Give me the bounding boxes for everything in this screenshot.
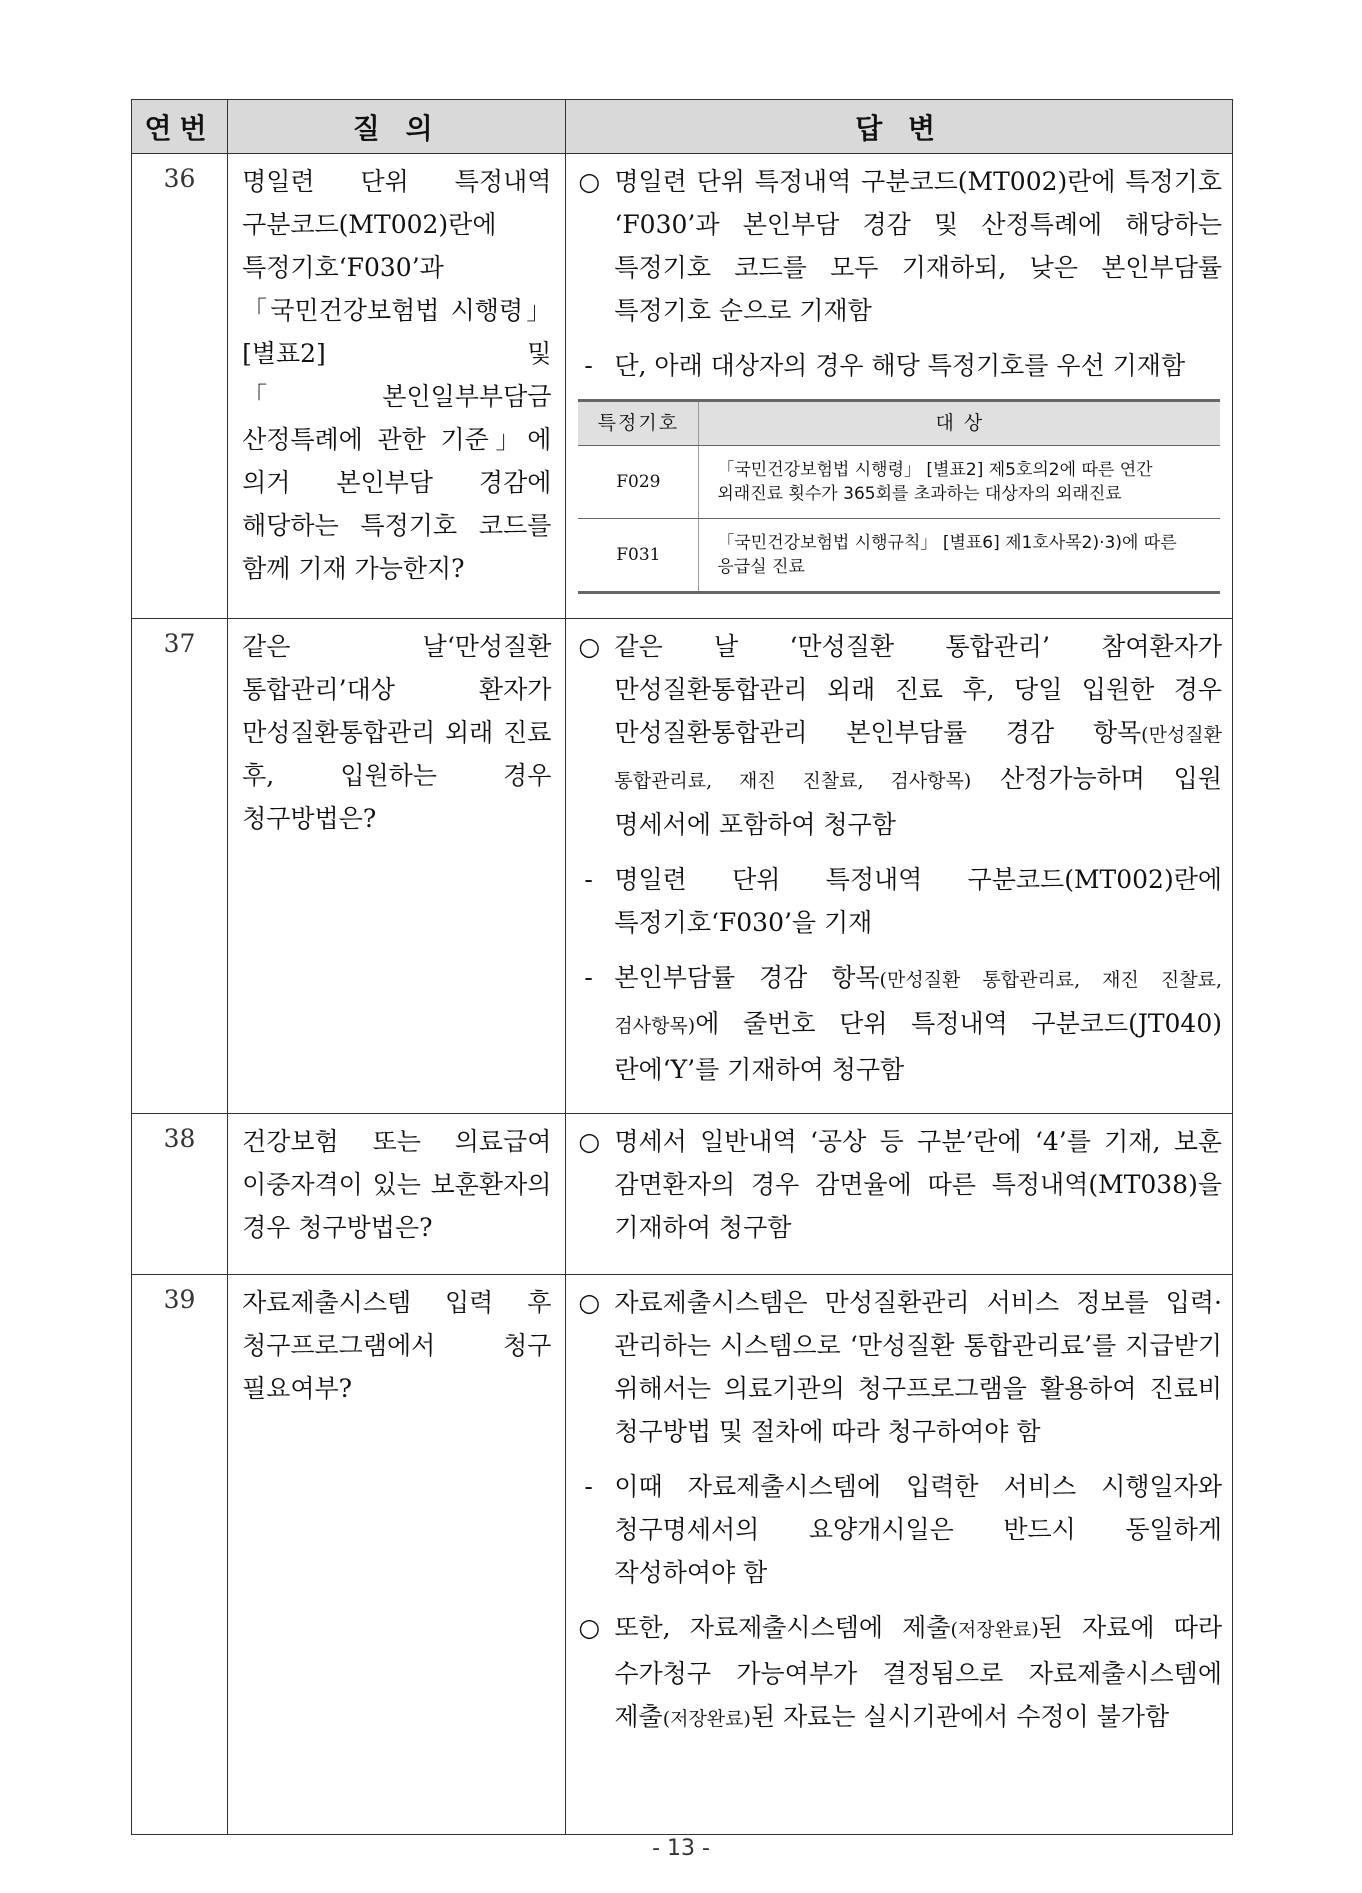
answer-cell — [566, 619, 1233, 1114]
table-row — [132, 1114, 1233, 1275]
answer-text — [614, 625, 1222, 846]
answer-text: 단, 아래 대상자의 경우 해당 특정기호를 우선 기재함 — [614, 351, 1186, 380]
answer-bullet — [578, 1120, 1222, 1249]
answer-dash-item — [578, 858, 1222, 944]
code-header: 특정기호 — [578, 401, 699, 446]
header-question: 질 의 — [228, 100, 566, 154]
dash-marker: - — [584, 865, 593, 894]
code-table-header — [578, 401, 1220, 446]
circle-marker: ○ — [578, 632, 601, 661]
answer-dash-item — [578, 956, 1222, 1091]
row-number: 36 — [132, 154, 228, 619]
target-header: 대 상 — [699, 401, 1221, 446]
table-row — [132, 154, 1233, 619]
special-code: F029 — [578, 446, 699, 519]
answer-bullet — [578, 1281, 1222, 1453]
answer-bullet — [578, 625, 1222, 846]
table-header-row — [132, 100, 1233, 154]
dash-marker: - — [584, 1472, 593, 1501]
answer-text: 명일련 단위 특정내역 구분코드(MT002)란에 특정기호 ‘F030’과 본인부담 경감 및 산정특례에 해당하는 특정기호 코드를 모두 기재하되, 낮은 본인부담률 특정기호 순으로 기재함 — [614, 167, 1222, 325]
answer-text-part: 된 자료는 실시기관에서 수정이 불가함 — [750, 1702, 1170, 1731]
question-text: 건강보험 또는 의료급여 이중자격이 있는 보훈환자의 경우 청구방법은? — [228, 1114, 566, 1275]
answer-text-part: 또한, 자료제출시스템에 제출 — [614, 1613, 951, 1642]
dash-marker: - — [584, 963, 593, 992]
answer-bullet — [578, 160, 1222, 332]
circle-marker: ○ — [578, 167, 601, 196]
answer-text: 자료제출시스템은 만성질환관리 서비스 정보를 입력·관리하는 시스템으로 ‘만성질환 통합관리료’를 지급받기 위해서는 의료기관의 청구프로그램을 활용하여 진료비 청구방법 및 절차에 따라 청구하여야 함 — [614, 1288, 1222, 1446]
answer-text-part: 산정가능하며 입원 명세서에 포함하여 청구함 — [614, 764, 1222, 839]
answer-small-text: (만성질환 통합관리료, 재진 진찰료, 검사항목) — [614, 724, 1222, 792]
circle-marker: ○ — [578, 1127, 601, 1156]
answer-small-text: (저장완료) — [950, 1619, 1039, 1641]
special-code-table — [578, 399, 1220, 594]
code-table-row — [578, 446, 1220, 519]
question-text: 자료제출시스템 입력 후 청구프로그램에서 청구 필요여부? — [228, 1275, 566, 1835]
circle-marker: ○ — [578, 1613, 601, 1642]
table-row — [132, 1275, 1233, 1835]
row-number: 38 — [132, 1114, 228, 1275]
special-code-target: 「국민건강보험법 시행령」 [별표2] 제5호의2에 따른 연간 외래진료 횟수가 365회를 초과하는 대상자의 외래진료 — [699, 446, 1221, 519]
answer-dash-item — [578, 344, 1222, 387]
dash-marker: - — [584, 351, 593, 380]
circle-marker: ○ — [578, 1288, 601, 1317]
answer-dash-item — [578, 1465, 1222, 1594]
row-number: 39 — [132, 1275, 228, 1835]
row-number: 37 — [132, 619, 228, 1114]
answer-small-text: (만성질환 통합관리료, 재진 진찰료, 검사항목) — [614, 969, 1222, 1037]
question-text: 명일련 단위 특정내역 구분코드(MT002)란에 특정기호‘F030’과 「국민건강보험법 시행령」 [별표2] 및 「본인일부부담금 산정특례에 관한 기준」에 의거 본인부담 경감에 해당하는 특정기호 코드를 함께 기재 가능한지? — [228, 154, 566, 619]
answer-text-part: 같은 날 ‘만성질환 통합관리’ 참여환자가 만성질환통합관리 외래 진료 후, 당일 입원한 경우 만성질환통합관리 본인부담률 경감 항목 — [614, 632, 1222, 747]
answer-bullet — [578, 1606, 1222, 1741]
code-table-row — [578, 519, 1220, 593]
answer-cell — [566, 1114, 1233, 1275]
header-number: 연번 — [132, 100, 228, 154]
answer-text: 명일련 단위 특정내역 구분코드(MT002)란에 특정기호‘F030’을 기재 — [614, 865, 1222, 937]
answer-text-part: 된 자료에 따라 수가청구 가능여부가 결정됨으로 자료제출시스템에 제출 — [614, 1613, 1222, 1731]
special-code-target: 「국민건강보험법 시행규칙」 [별표6] 제1호사목2)·3)에 따른 응급실 진료 — [699, 519, 1221, 593]
question-text: 같은 날‘만성질환 통합관리’대상 환자가 만성질환통합관리 외래 진료 후, 입원하는 경우 청구방법은? — [228, 619, 566, 1114]
table-row — [132, 619, 1233, 1114]
qa-table — [131, 99, 1233, 1835]
answer-text-part: 에 줄번호 단위 특정내역 구분코드(JT040)란에‘Y’를 기재하여 청구함 — [614, 1009, 1222, 1084]
header-answer: 답 변 — [566, 100, 1233, 154]
page-number: - 13 - — [652, 1836, 710, 1861]
answer-text — [614, 1606, 1222, 1741]
answer-text: 이때 자료제출시스템에 입력한 서비스 시행일자와 청구명세서의 요양개시일은 반드시 동일하게 작성하여야 함 — [614, 1472, 1222, 1587]
answer-text — [614, 956, 1222, 1091]
answer-small-text: (저장완료) — [662, 1708, 751, 1730]
answer-text: 명세서 일반내역 ‘공상 등 구분’란에 ‘4’를 기재, 보훈 감면환자의 경우 감면율에 따른 특정내역(MT038)을 기재하여 청구함 — [614, 1127, 1222, 1242]
answer-text-part: 본인부담률 경감 항목 — [614, 963, 880, 992]
answer-cell — [566, 154, 1233, 619]
special-code: F031 — [578, 519, 699, 593]
answer-cell — [566, 1275, 1233, 1835]
